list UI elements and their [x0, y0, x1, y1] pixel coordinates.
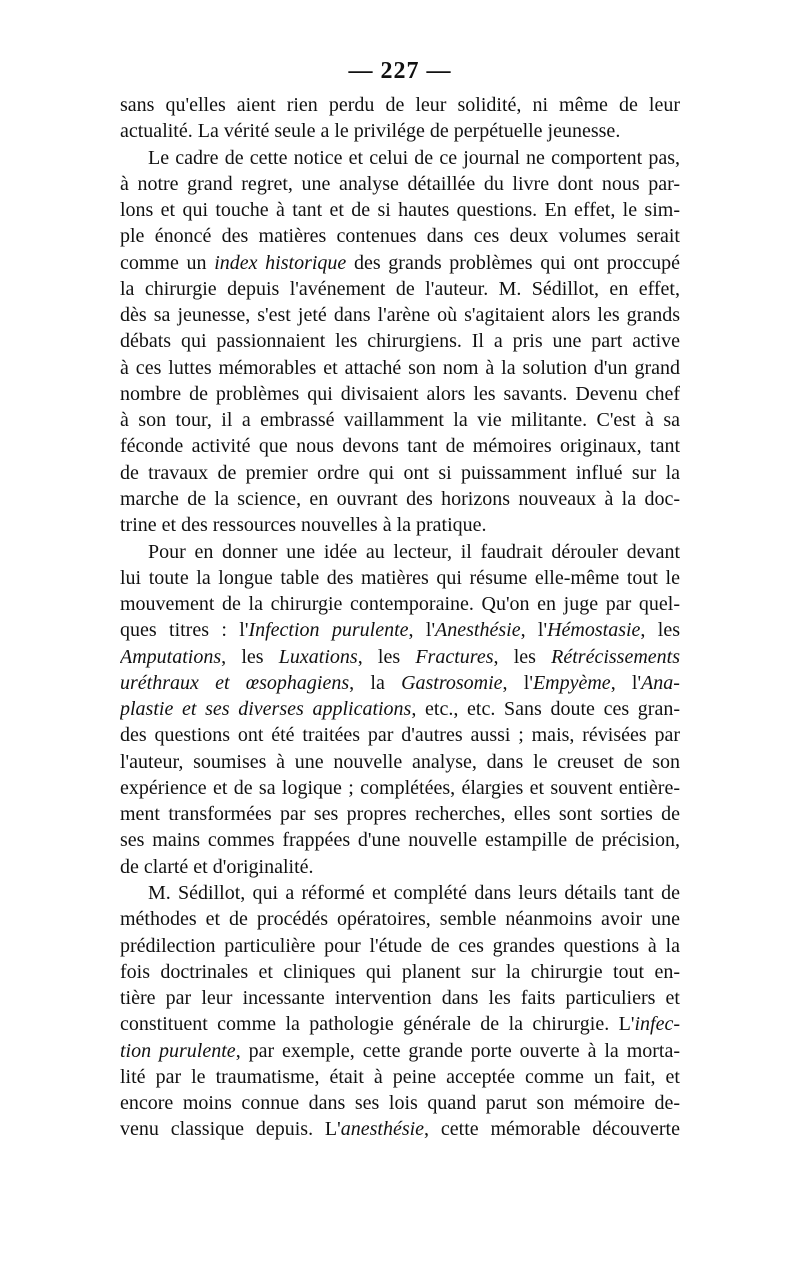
italic-text: plastie et ses diverses applications	[120, 698, 412, 721]
text-segment: dès sa jeunesse, s'est jeté dans l'arène où s'agitaient alors les grands	[120, 304, 680, 327]
text-segment: Le cadre de cette notice et celui de ce journal ne comportent pas,	[148, 146, 680, 169]
text-segment: tière par leur incessante intervention dans les faits particuliers et	[120, 987, 680, 1010]
text-segment: expérience et de sa logique ; complétées, élargies et souvent entière-	[120, 776, 680, 799]
text-segment: méthodes et de procédés opératoires, semble néanmoins avoir une	[120, 908, 680, 931]
text-line	[120, 223, 680, 249]
text-segment: , cette mémorable découverte	[424, 1118, 680, 1141]
text-segment: , les	[357, 645, 416, 668]
text-segment: , l'	[408, 619, 436, 642]
text-segment: trine et des ressources nouvelles à la pratique.	[120, 514, 487, 537]
text-segment: des grands problèmes qui ont proccupé	[346, 251, 680, 274]
text-segment: nombre de problèmes qui divisaient alors les savants. Devenu chef	[120, 382, 680, 405]
text-segment: l'auteur, soumises à une nouvelle analyse, dans le creuset de son	[120, 750, 680, 773]
text-segment: , la	[349, 671, 402, 694]
text-line	[120, 906, 680, 932]
text-line	[120, 145, 680, 171]
text-line	[120, 355, 680, 381]
text-segment: , par exemple, cette grande porte ouverte à la morta-	[235, 1039, 680, 1062]
text-segment: de travaux de premier ordre qui ont si puissamment influé sur la	[120, 461, 680, 484]
text-segment: ses mains commes frappées d'une nouvelle estampille de précision,	[120, 829, 680, 852]
text-line	[120, 1090, 680, 1116]
italic-text: Rétrécissements	[551, 645, 680, 668]
text-line	[120, 539, 680, 565]
text-segment: constituent comme la pathologie générale de la chirurgie. L'	[120, 1013, 635, 1036]
text-segment: , les	[640, 619, 680, 642]
text-line	[120, 749, 680, 775]
text-line	[120, 381, 680, 407]
text-line	[120, 250, 680, 276]
text-segment: , l'	[610, 671, 642, 694]
text-segment: des questions ont été traitées par d'autres aussi ; mais, révisées par	[120, 724, 680, 747]
text-segment: mouvement de la chirurgie contemporaine. Qu'on en juge par quel-	[120, 593, 680, 616]
text-line	[120, 644, 680, 670]
text-line	[120, 171, 680, 197]
italic-text: tion purulente	[120, 1039, 236, 1062]
text-segment: encore moins connue dans ses lois quand parut son mémoire de-	[120, 1092, 680, 1115]
text-line	[120, 801, 680, 827]
text-segment: lons et qui touche à tant et de si hautes questions. En effet, le sim-	[120, 199, 680, 222]
text-line	[120, 433, 680, 459]
text-line	[120, 880, 680, 906]
text-line	[120, 512, 680, 538]
text-line	[120, 328, 680, 354]
italic-text: Hémostasie	[547, 619, 641, 642]
text-line	[120, 696, 680, 722]
text-line	[120, 118, 680, 144]
italic-text: Empyème	[532, 671, 611, 694]
text-line	[120, 827, 680, 853]
text-segment: à ces luttes mémorables et attaché son nom à la solution d'un grand	[120, 356, 680, 379]
italic-text: Ana-	[641, 671, 680, 694]
text-line	[120, 775, 680, 801]
text-segment: ment transformées par ses propres recherches, elles sont sorties de	[120, 803, 680, 826]
text-line	[120, 197, 680, 223]
italic-text: uréthraux et œsophagiens	[120, 671, 350, 694]
text-line	[120, 617, 680, 643]
text-segment: comme un	[120, 251, 215, 274]
text-segment: , les	[221, 645, 279, 668]
italic-text: Luxations	[278, 645, 358, 668]
text-line	[120, 92, 680, 118]
text-segment: à son tour, il a embrassé vaillamment la vie militante. C'est à sa	[120, 409, 680, 432]
text-line	[120, 591, 680, 617]
text-line	[120, 670, 680, 696]
text-line	[120, 1011, 680, 1037]
text-line	[120, 407, 680, 433]
text-segment: , etc., etc. Sans doute ces gran-	[411, 698, 680, 721]
text-line	[120, 933, 680, 959]
italic-text: Anesthésie	[435, 619, 521, 642]
text-segment: la chirurgie depuis l'avénement de l'auteur. M. Sédillot, en effet,	[120, 277, 680, 300]
text-line	[120, 1038, 680, 1064]
text-segment: sans qu'elles aient rien perdu de leur solidité, ni même de leur	[120, 94, 680, 116]
text-segment: de clarté et d'originalité.	[120, 855, 314, 878]
text-segment: , les	[493, 645, 552, 668]
italic-text: infec-	[634, 1013, 680, 1036]
italic-text: Fractures	[415, 645, 494, 668]
italic-text: Infection purulente	[248, 619, 409, 642]
text-segment: débats qui passionnaient les chirurgiens. Il a pris une part active	[120, 330, 680, 353]
text-segment: venu classique depuis. L'	[120, 1118, 341, 1141]
text-segment: , l'	[520, 619, 548, 642]
italic-text: Amputations	[120, 645, 222, 668]
text-line	[120, 565, 680, 591]
text-segment: marche de la science, en ouvrant des horizons nouveaux à la doc-	[120, 487, 680, 510]
text-segment: ple énoncé des matières contenues dans ces deux volumes serait	[120, 225, 680, 248]
text-segment: lui toute la longue table des matières qui résume elle-même tout le	[120, 566, 680, 589]
text-segment: lité par le traumatisme, était à peine acceptée comme un fait, et	[120, 1065, 680, 1088]
italic-text: index historique	[214, 251, 347, 274]
text-line	[120, 854, 680, 880]
text-segment: fois doctrinales et cliniques qui planent sur la chirurgie tout en-	[120, 960, 680, 983]
text-segment: actualité. La vérité seule a le privilége de perpétuelle jeunesse.	[120, 120, 621, 143]
text-line	[120, 1064, 680, 1090]
text-line	[120, 460, 680, 486]
text-line	[120, 959, 680, 985]
text-segment: ques titres : l'	[120, 619, 249, 642]
body-text	[120, 92, 680, 1143]
text-line	[120, 722, 680, 748]
text-segment: , l'	[502, 671, 533, 694]
text-line	[120, 1116, 680, 1142]
text-line	[120, 276, 680, 302]
page-number: — 227 —	[348, 58, 452, 84]
text-segment: féconde activité que nous devons tant de mémoires originaux, tant	[120, 435, 680, 458]
text-segment: M. Sédillot, qui a réformé et complété dans leurs détails tant de	[148, 881, 680, 904]
italic-text: Gastrosomie	[401, 671, 503, 694]
text-segment: à notre grand regret, une analyse détaillée du livre dont nous par-	[120, 172, 680, 195]
text-line	[120, 486, 680, 512]
text-line	[120, 302, 680, 328]
italic-text: anesthésie	[340, 1118, 425, 1141]
text-segment: prédilection particulière pour l'étude de ces grandes questions à la	[120, 934, 680, 957]
text-line	[120, 985, 680, 1011]
text-segment: Pour en donner une idée au lecteur, il faudrait dérouler devant	[148, 540, 680, 563]
